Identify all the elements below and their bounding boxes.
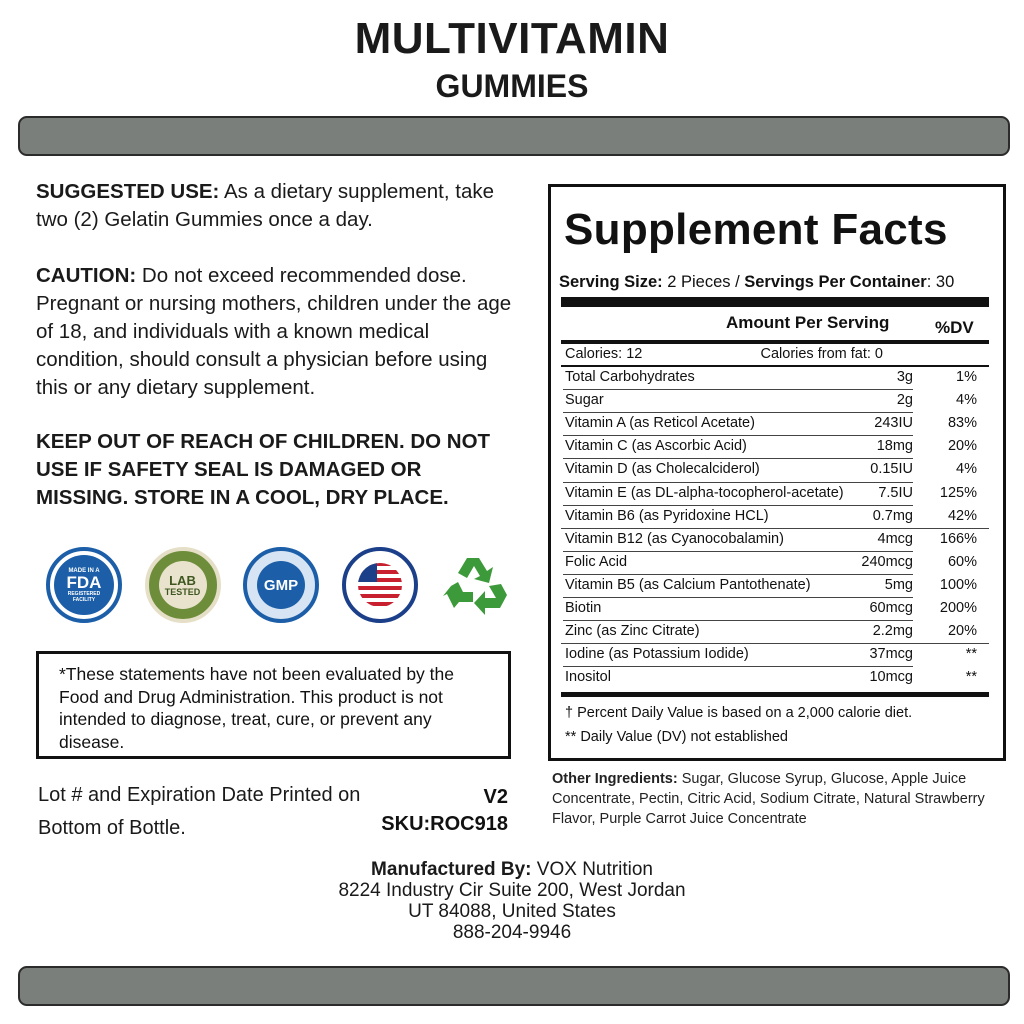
facts-row-amount: 3g [896, 369, 913, 385]
facts-row-dv: 1% [956, 369, 977, 385]
footnote-dv: † Percent Daily Value is based on a 2,000 calorie diet. [565, 705, 913, 721]
facts-bottom-rule [561, 692, 989, 697]
facts-row [563, 620, 989, 643]
facts-row-dv: 200% [939, 600, 977, 616]
facts-row-name: Folic Acid [565, 553, 628, 570]
bottom-divider-bar [18, 966, 1010, 1006]
facts-row [563, 666, 989, 689]
facts-row-dv: 100% [939, 576, 977, 593]
facts-row-name: Vitamin D (as Cholecalciderol) [565, 461, 760, 478]
footnote-not-established: ** Daily Value (DV) not established [565, 729, 788, 745]
manufacturer-address-2: UT 84088, United States [408, 901, 616, 922]
top-divider-bar [18, 116, 1010, 156]
lab-badge-main2: TESTED [164, 586, 201, 597]
other-ingredients-label: Other Ingredients: [552, 771, 678, 787]
made-in-usa-badge [342, 547, 418, 623]
suggested-use [36, 178, 516, 234]
fda-badge-ring: MADE IN A [68, 567, 100, 574]
servings-value: : 30 [926, 273, 955, 291]
facts-row-amount: 60mcg [869, 600, 913, 616]
facts-row-name: Zinc (as Zinc Citrate) [565, 623, 700, 640]
facts-row-amount: 5mg [884, 576, 913, 593]
manufacturer-address-1: 8224 Industry Cir Suite 200, West Jordan [338, 880, 686, 901]
gmp-badge [243, 547, 319, 623]
facts-row-dv: 42% [947, 507, 977, 524]
dv-header: %DV [935, 318, 974, 337]
facts-row-amount: 7.5IU [878, 484, 913, 501]
serving-size-value: 2 Pieces / [662, 273, 745, 291]
fda-disclaimer: *These statements have not been evaluated by the Food and Drug Administration. This product is not intended to diagnose, treat, cure, or prevent any disease. [36, 651, 511, 759]
manufacturer-phone: 888-204-9946 [452, 922, 572, 943]
facts-row-dv: 60% [947, 553, 977, 570]
facts-row-dv: 166% [939, 530, 977, 547]
certification-badges [46, 545, 516, 625]
facts-row-dv: 4% [956, 392, 977, 409]
facts-row-name: Vitamin C (as Ascorbic Acid) [565, 438, 747, 455]
product-title: MULTIVITAMIN [354, 14, 670, 63]
facts-row-amount: 240mcg [861, 553, 913, 570]
recycle-arrows-icon [443, 552, 513, 618]
facts-row-name: Vitamin A (as Reticol Acetate) [565, 415, 755, 432]
facts-row-name: Total Carbohydrates [565, 369, 695, 385]
facts-row [563, 366, 989, 389]
facts-row [563, 458, 989, 481]
facts-row-name: Iodine (as Potassium Iodide) [565, 646, 749, 663]
facts-row-amount: 243IU [874, 415, 913, 432]
manufacturer-label: Manufactured By: [371, 859, 532, 880]
facts-row-dv: 20% [947, 623, 977, 640]
suggested-use-text: As a dietary supplement, take two (2) Gelatin Gummies once a day. [36, 180, 495, 231]
facts-row-name: Vitamin B5 (as Calcium Pantothenate) [565, 576, 811, 593]
serving-info [559, 273, 954, 292]
facts-row-name: Vitamin B6 (as Pyridoxine HCL) [565, 507, 769, 524]
facts-row [563, 482, 989, 505]
facts-row-dv: ** [965, 646, 977, 663]
facts-row-amount: 2g [896, 392, 913, 409]
facts-row [563, 574, 989, 597]
facts-row-dv: ** [965, 669, 977, 686]
lot-line-2: Bottom of Bottle. [38, 817, 186, 839]
facts-row-name: Vitamin E (as DL-alpha-tocopherol-acetate) [565, 484, 844, 501]
facts-thick-rule [561, 297, 989, 307]
facts-row-amount: 2.2mg [872, 623, 913, 640]
manufacturer-info [0, 859, 1024, 943]
calories-fat-label: Calories from fat: 0 [760, 346, 883, 362]
facts-row [563, 505, 989, 528]
facts-row-amount: 10mcg [869, 669, 913, 686]
facts-row-dv: 125% [939, 484, 977, 501]
manufacturer-name: VOX Nutrition [531, 859, 653, 880]
facts-row [563, 597, 989, 620]
fda-badge [46, 547, 122, 623]
lot-line-1: Lot # and Expiration Date Printed on [38, 784, 361, 806]
caution [36, 262, 516, 402]
facts-row-name: Vitamin B12 (as Cyanocobalamin) [565, 530, 784, 547]
facts-row-dv: 20% [947, 438, 977, 455]
other-ingredients-text: Sugar, Glucose Syrup, Glucose, Apple Juice Concentrate, Pectin, Citric Acid, Sodium Citrate, Natural Strawberry Flavor, Purple Carrot Juice Concentrate [552, 771, 985, 827]
other-ingredients [552, 769, 1012, 829]
supplement-facts-panel [548, 184, 1006, 761]
amount-per-serving-header: Amount Per Serving [726, 313, 890, 332]
calories-label: Calories: 12 [565, 346, 643, 362]
facts-row-name: Inositol [565, 669, 611, 686]
caution-text: Do not exceed recommended dose. Pregnant or nursing mothers, children under the age of 18, and individuals with a known medical condition, should consult a physician before using this or any dietary supplement. [36, 264, 512, 399]
facts-title: Supplement Facts [564, 205, 948, 254]
facts-row-amount: 37mcg [869, 646, 913, 663]
fda-badge-main: FDA [66, 572, 102, 592]
facts-row [563, 551, 989, 574]
facts-row-amount: 18mg [876, 438, 913, 455]
calories-row [563, 343, 989, 366]
product-subtitle: GUMMIES [435, 68, 589, 104]
facts-row-amount: 0.15IU [870, 461, 913, 478]
facts-row [563, 389, 989, 412]
facts-row-name: Biotin [565, 600, 602, 616]
facts-row-dv: 83% [947, 415, 977, 432]
caution-label: CAUTION: [36, 264, 137, 287]
usa-flag-icon [357, 562, 403, 608]
recycle-icon [440, 547, 516, 623]
facts-row [563, 412, 989, 435]
facts-row [563, 528, 989, 551]
facts-row-name: Sugar [565, 392, 604, 409]
fda-badge-sub: REGISTERED FACILITY [67, 590, 101, 603]
facts-row-amount: 0.7mg [872, 507, 913, 524]
facts-row-amount: 4mcg [877, 530, 913, 547]
lab-tested-badge [145, 547, 221, 623]
facts-row [563, 435, 989, 458]
lab-badge-main: LAB [169, 572, 196, 588]
gmp-badge-main: GMP [263, 576, 299, 594]
facts-row-dv: 4% [956, 461, 977, 478]
suggested-use-label: SUGGESTED USE: [36, 180, 220, 203]
facts-row [563, 643, 989, 666]
servings-label: Servings Per Container [744, 273, 927, 291]
safety-warning: KEEP OUT OF REACH OF CHILDREN. DO NOT USE IF SAFETY SEAL IS DAMAGED OR MISSING. STORE IN A COOL, DRY PLACE. [36, 430, 491, 509]
serving-size-label: Serving Size: [559, 273, 663, 291]
sku-label: SKU:ROC918 [381, 813, 508, 835]
version-label: V2 [483, 786, 508, 808]
